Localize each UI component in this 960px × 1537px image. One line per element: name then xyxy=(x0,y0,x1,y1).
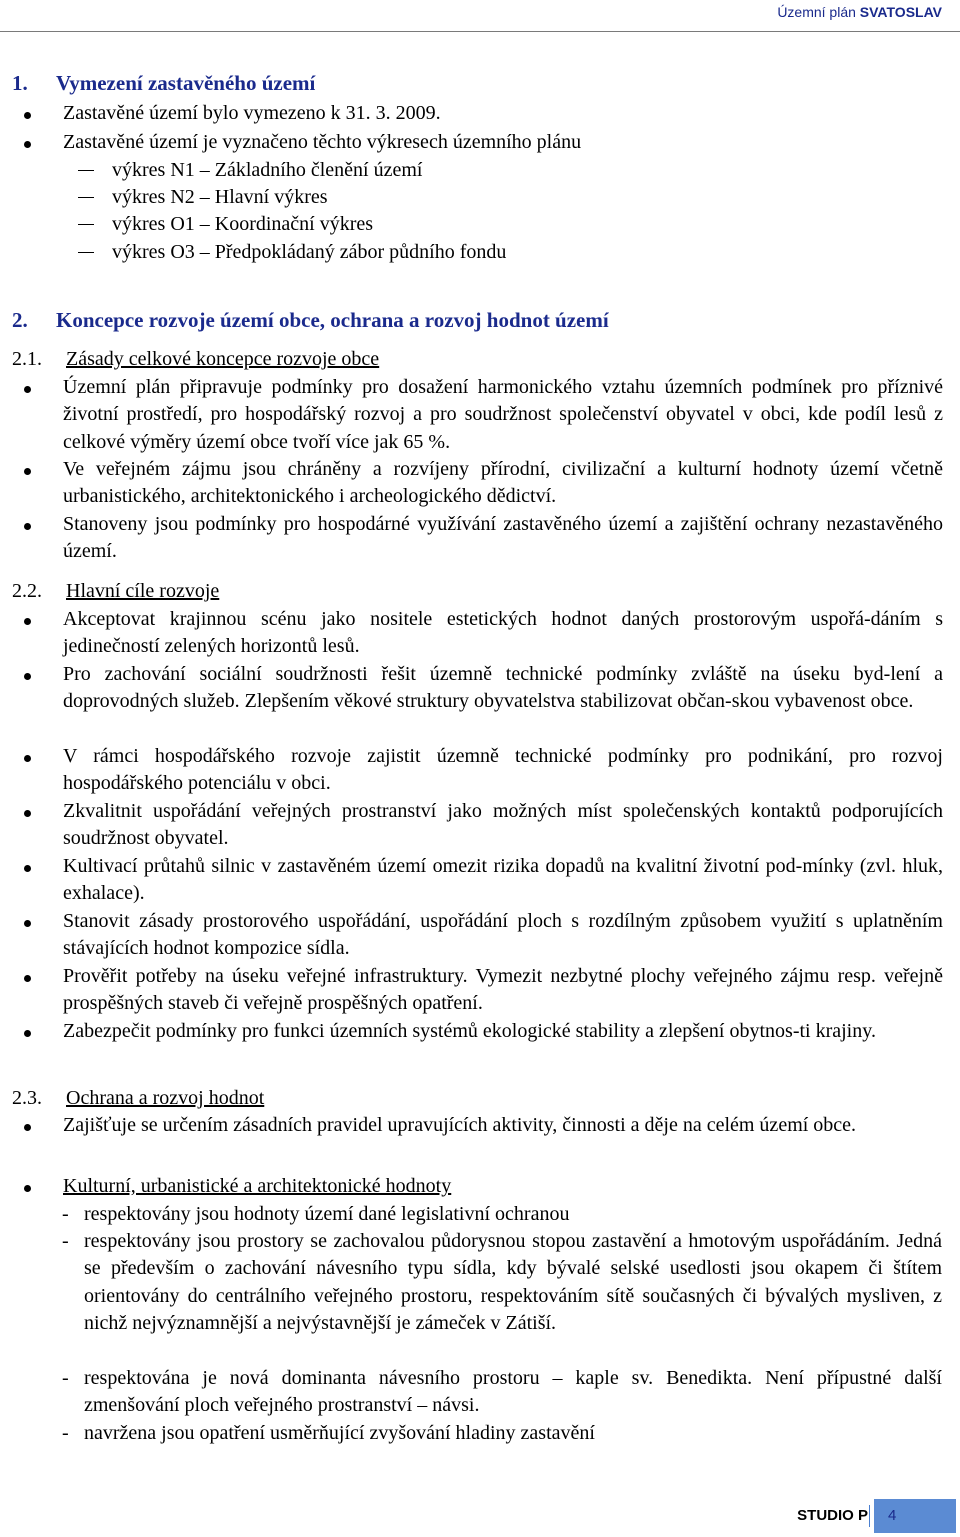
list-item: Kulturní, urbanistické a architektonické hodnoty xyxy=(0,1173,960,1200)
section-title: Koncepce rozvoje území obce, ochrana a rozvoj hodnot území xyxy=(56,308,609,332)
list-item: Zabezpečit podmínky pro funkci územních systémů ekologické stability a zlepšení obytnos-ti krajiny. xyxy=(0,1018,960,1045)
section-title: Vymezení zastavěného území xyxy=(56,71,316,95)
list-item: Prověřit potřeby na úseku veřejné infrastruktury. Vymezit nezbytné plochy veřejného zájmu resp. veřejně prospěšných staveb či veřejně prospěšných opatření. xyxy=(0,963,960,1018)
section-1-heading xyxy=(12,70,315,97)
bullet-icon xyxy=(24,1124,31,1131)
page-number: 4 xyxy=(874,1499,956,1533)
values-item: - respektovány jsou prostory se zachovalou půdorysnou stopou zastavění a hmotovým uspořádáním. Jedná se především o zachování návesního typu sídla, kdy bývalé selské usedlosti jsou okapem či štítem orientovány do centrálního veřejného prostoru, respektováním sítě současných či bývalých mysliven, z nichž nejvýznamnější a nejvýstavnější je zámeček v Zátiší. xyxy=(62,1230,942,1334)
drawing-item: výkres N1 – Základního členění území xyxy=(0,157,422,184)
studio-name: STUDIO P xyxy=(797,1507,868,1524)
bullet-icon xyxy=(24,141,31,148)
hyphen-icon: - xyxy=(62,1230,69,1252)
subsection-2-1-heading: 2.1. Zásady celkové koncepce rozvoje obce xyxy=(12,348,380,370)
list-item: Zajišťuje se určením zásadních pravidel upravujících aktivity, činnosti a děje na celém území obce. xyxy=(0,1112,960,1139)
list-item: Kultivací průtahů silnic v zastavěném území omezit rizika dopadů na kvalitní životní pod-mínky (zvl. hluk, exhalace). xyxy=(0,853,960,908)
bullet-icon xyxy=(24,386,31,393)
bullet-icon xyxy=(24,865,31,872)
bullet-icon xyxy=(24,523,31,530)
bullet-icon xyxy=(24,1185,31,1192)
list-item xyxy=(0,129,960,156)
bullet-icon xyxy=(24,1030,31,1037)
values-item: - respektována je nová dominanta návesního prostoru – kaple sv. Benedikta. Není přípustné další zmenšování ploch veřejného prostranství – návsi. xyxy=(62,1367,942,1417)
dash-icon xyxy=(78,252,94,253)
header-project: SVATOSLAV xyxy=(859,4,942,20)
values-item: - respektovány jsou hodnoty území dané legislativní ochranou xyxy=(0,1201,960,1228)
section-number: 1. xyxy=(12,71,28,95)
section-number: 2. xyxy=(12,308,28,332)
bullet-icon xyxy=(24,673,31,680)
bullet-icon xyxy=(24,920,31,927)
subsection-2-3-heading: 2.3. Ochrana a rozvoj hodnot xyxy=(12,1087,265,1109)
bullet-icon xyxy=(24,975,31,982)
footer-separator xyxy=(869,1505,870,1527)
hyphen-icon: - xyxy=(62,1203,69,1225)
list-item: Pro zachování sociální soudržnosti řešit územně technické podmínky zvláště na úseku byd-lení a doprovodných služeb. Zlepšením věkové struktury obyvatelstva stabilizovat občan-skou vybavenost obce. xyxy=(0,661,960,716)
header-rule xyxy=(0,31,960,32)
list-item: Stanoveny jsou podmínky pro hospodárné využívání zastavěného území a zajištění ochrany nezastavěného území. xyxy=(0,511,960,566)
subsection-2-2-heading: 2.2. Hlavní cíle rozvoje xyxy=(12,580,220,602)
section-2-heading xyxy=(12,307,609,334)
header-title xyxy=(777,4,942,20)
drawing-item: výkres O3 – Předpokládaný zábor půdního fondu xyxy=(0,239,506,266)
page-header xyxy=(0,0,960,34)
drawing-item: výkres O1 – Koordinační výkres xyxy=(0,211,373,238)
list-item: V rámci hospodářského rozvoje zajistit územně technické podmínky pro podnikání, pro rozvoj hospodářského potenciálu v obci. xyxy=(0,743,960,798)
list-item: Ve veřejném zájmu jsou chráněny a rozvíjeny přírodní, civilizační a kulturní hodnoty území včetně urbanistického, architektonického i archeologického dědictví. xyxy=(0,456,960,511)
values-item: - navržena jsou opatření usměrňující zvyšování hladiny zastavění xyxy=(0,1420,960,1447)
header-prefix: Územní plán xyxy=(777,4,856,20)
hyphen-icon: - xyxy=(62,1367,69,1389)
bullet-icon xyxy=(24,112,31,119)
list-item-text: Zastavěné území bylo vymezeno k 31. 3. 2009. xyxy=(63,102,441,124)
bullet-icon xyxy=(24,755,31,762)
dash-icon xyxy=(78,170,94,171)
list-item: Akceptovat krajinnou scénu jako nositele estetických hodnot daných prostorovým uspořá-dáním s jedinečností zelených horizontů lesů. xyxy=(0,606,960,661)
page-footer xyxy=(0,1497,960,1537)
list-item: Stanovit zásady prostorového uspořádání, uspořádání ploch s rozdílným způsobem využití s uplatněním stávajících hodnot kompozice sídla. xyxy=(0,908,960,963)
list-item: Zkvalitnit uspořádání veřejných prostranství jako možných míst společenských kontaktů podporujících soudržnost obyvatel. xyxy=(0,798,960,853)
drawing-item: výkres N2 – Hlavní výkres xyxy=(0,184,328,211)
bullet-icon xyxy=(24,618,31,625)
dash-icon xyxy=(78,197,94,198)
bullet-icon xyxy=(24,468,31,475)
list-item-text: Zastavěné území je vyznačeno těchto výkresech územního plánu xyxy=(63,131,582,153)
hyphen-icon: - xyxy=(62,1422,69,1444)
bullet-icon xyxy=(24,810,31,817)
list-item: Územní plán připravuje podmínky pro dosažení harmonického vztahu územních podmínek pro příznivé životní prostředí, pro hospodářský rozvoj a pro soudržnost společenství obyvatel v obci, kde podíl lesů z celkové výměry území obce tvoří více jak 65 %. xyxy=(0,374,960,456)
list-item xyxy=(0,100,960,127)
dash-icon xyxy=(78,224,94,225)
